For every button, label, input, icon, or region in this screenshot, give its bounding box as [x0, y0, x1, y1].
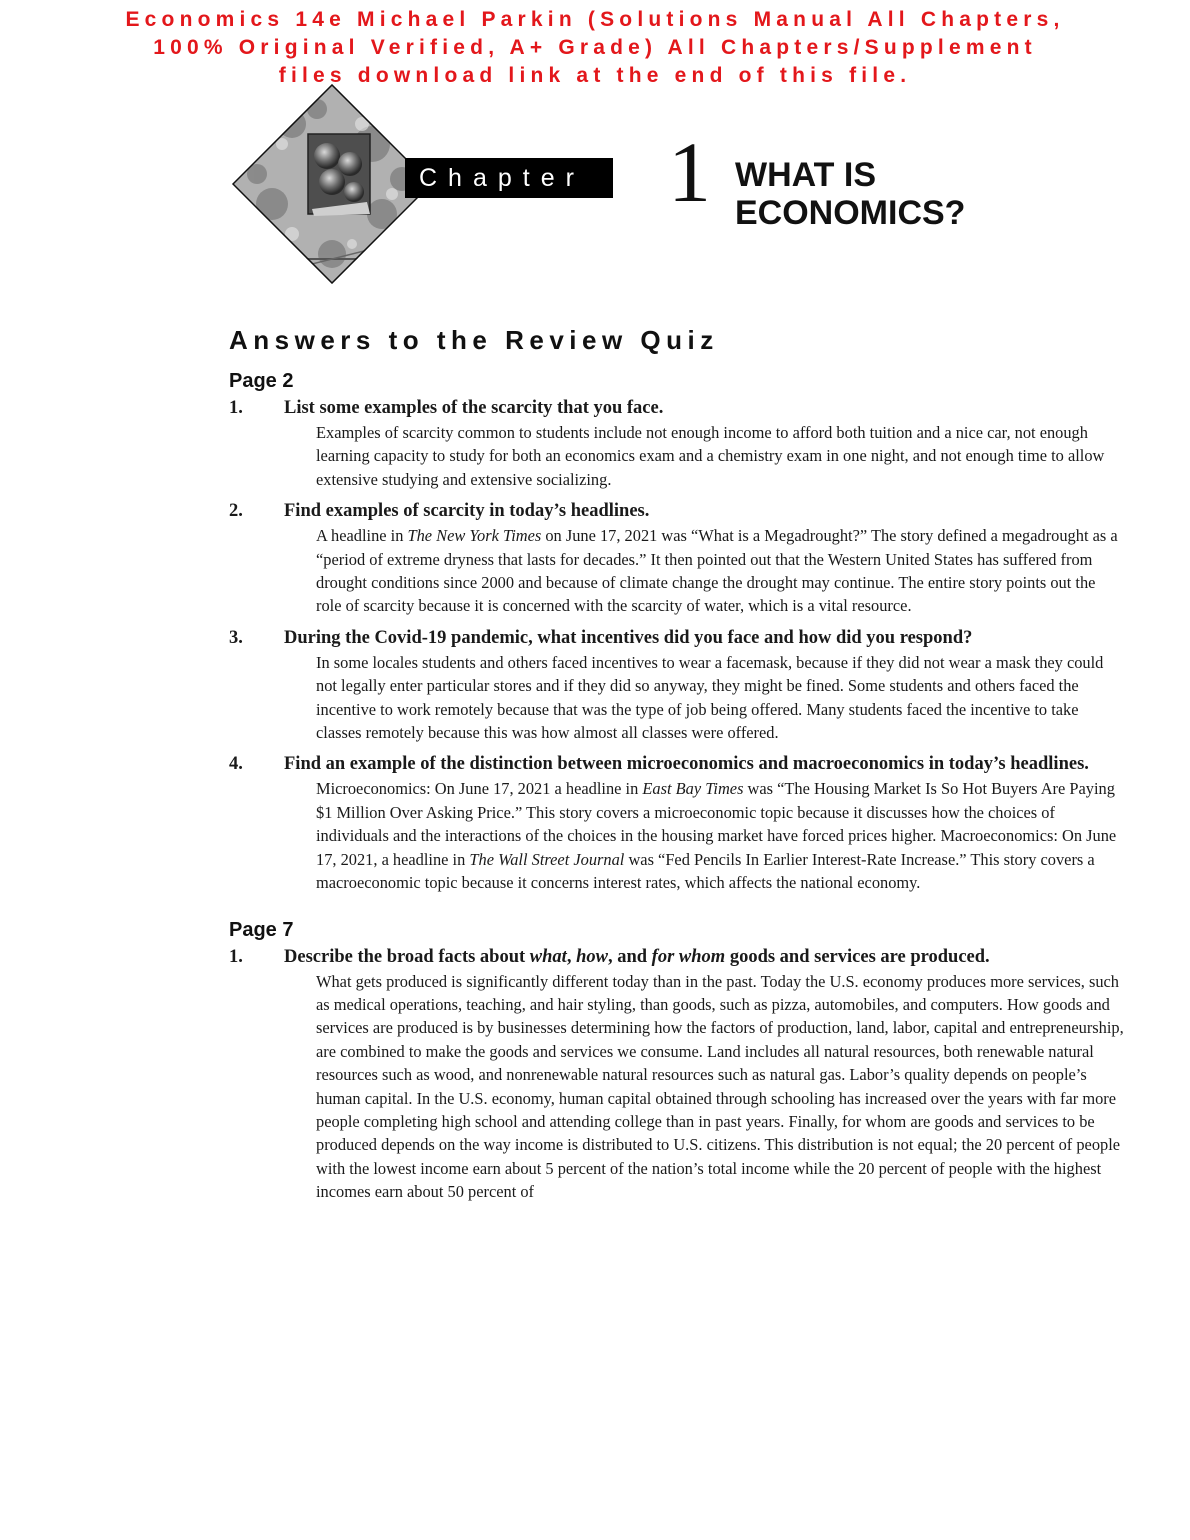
question-text: During the Covid-19 pandemic, what incentives did you face and how did you respond?	[284, 627, 973, 648]
question-item	[229, 752, 1124, 900]
question-segment: ,	[566, 946, 577, 967]
question-number: 3.	[229, 627, 243, 648]
answer-segment: on June 17, 2021 was “What is a Megadrought?” The story defined a megadrought as a “period of extreme dryness that lasts for decades.” It then pointed out that the Western United States has suffered from drought conditions since 2000 and because of climate change the drought may continue. The entire story points out the role of scarcity because it is concerned with the scarcity of water, which is a vital resource.	[316, 526, 1118, 616]
question-text: Find examples of scarcity in today’s headlines.	[284, 501, 650, 522]
question-segment: goods and services are produced.	[725, 946, 990, 967]
question-text: List some examples of the scarcity that you face.	[284, 398, 664, 418]
publication-name: The Wall Street Journal	[469, 849, 625, 869]
chapter-number: 1	[668, 124, 711, 220]
download-banner	[60, 6, 1130, 90]
answer-text: Examples of scarcity common to students include not enough income to afford both tuition and a nice car, not enough learning capacity to study for both an economics exam and a chemistry exam in one night, and not enough time to allow extensive studying and extensive socializing.	[316, 423, 1105, 489]
page-label: Page 2	[229, 370, 294, 392]
answer-text: What gets produced is significantly different today than in the past. Today the U.S. economy produces more services, such as medical operations, teaching, and hair styling, than goods, such as pizza, automobiles, and computers. How goods and services are produced is by businesses determining how the factors of production, land, labor, capital and entrepreneurship, are combined to make the goods and services we consume. Land includes all natural resources, both renewable natural resources such as wood, and nonrenewable natural resources such as natural gas. Labor’s quality depends on people’s human capital. In the U.S. economy, human capital obtained through schooling has increased over the years with far more people completing high school and attending college than in past years. Finally, for whom are goods and services to be produced depends on the way income is distributed to U.S. citizens. This distribution is not equal; the 20 percent of people with the lowest income earn about 5 percent of the nation’s total income while the 20 percent of people with the highest incomes earn about 50 percent of	[316, 971, 1124, 1202]
question-number: 2.	[229, 501, 243, 522]
question-text: Find an example of the distinction between microeconomics and macroeconomics in today’s headlines.	[284, 754, 1089, 775]
emphasis-how: how	[576, 946, 608, 967]
answer-segment: Microeconomics: On June 17, 2021 a headline in	[316, 779, 643, 799]
emphasis-what: what	[529, 946, 567, 967]
orchard-photo-icon	[232, 84, 432, 284]
banner-line-3: files download link at the end of this file.	[278, 64, 912, 87]
answer-segment: was “The Housing Market Is So Hot Buyers Are Paying $1 Million Over Asking Price.” This story covers a microeconomic topic because it discusses how the choices of individuals and the interactions of the choices in the housing market have forced prices higher. Macroeconomics: On June 17, 2021, a headline in	[316, 779, 1117, 869]
publication-name: The New York Times	[407, 526, 542, 546]
question-item	[229, 945, 1124, 1210]
question-text	[284, 945, 1124, 970]
answer-text	[316, 777, 1124, 894]
question-number: 1.	[229, 946, 243, 967]
quiz-answers	[229, 368, 1124, 1210]
question-item	[229, 396, 1124, 497]
page-label: Page 7	[229, 918, 294, 941]
section-heading: Answers to the Review Quiz	[229, 325, 719, 355]
banner-line-2: 100% Original Verified, A+ Grade) All Chapters/Supplement	[153, 36, 1037, 59]
chapter-diamond-image	[232, 84, 432, 284]
question-item	[229, 626, 1124, 751]
answer-segment: was “Fed Pencils In Earlier Interest-Rate Increase.” This story covers a macroeconomic topic because it concerns interest rates, which affects the national economy.	[316, 849, 1095, 893]
answer-segment: A headline in	[316, 526, 408, 546]
answer-text: In some locales students and others faced incentives to wear a facemask, because if they did not wear a mask they could not legally enter particular stores and if they did so anyway, they might be fined. Some students and others faced the incentive to work remotely because that was the type of job being offered. Many students faced the incentive to take classes remotely because this was how almost all classes were offered.	[316, 652, 1104, 743]
emphasis-for-whom: for whom	[651, 946, 726, 967]
chapter-title-line-1: WHAT IS	[735, 156, 877, 194]
question-segment: Describe the broad facts about	[284, 946, 530, 967]
question-number: 1.	[229, 398, 243, 418]
question-number: 4.	[229, 754, 243, 775]
banner-line-1: Economics 14e Michael Parkin (Solutions Manual All Chapters,	[125, 8, 1065, 31]
publication-name: East Bay Times	[642, 779, 744, 799]
chapter-label-box: Chapter	[405, 158, 613, 198]
answer-text	[316, 524, 1124, 618]
chapter-title-line-2: ECONOMICS?	[735, 194, 966, 232]
question-segment: , and	[607, 946, 652, 967]
chapter-title	[735, 156, 965, 232]
question-item	[229, 499, 1124, 624]
